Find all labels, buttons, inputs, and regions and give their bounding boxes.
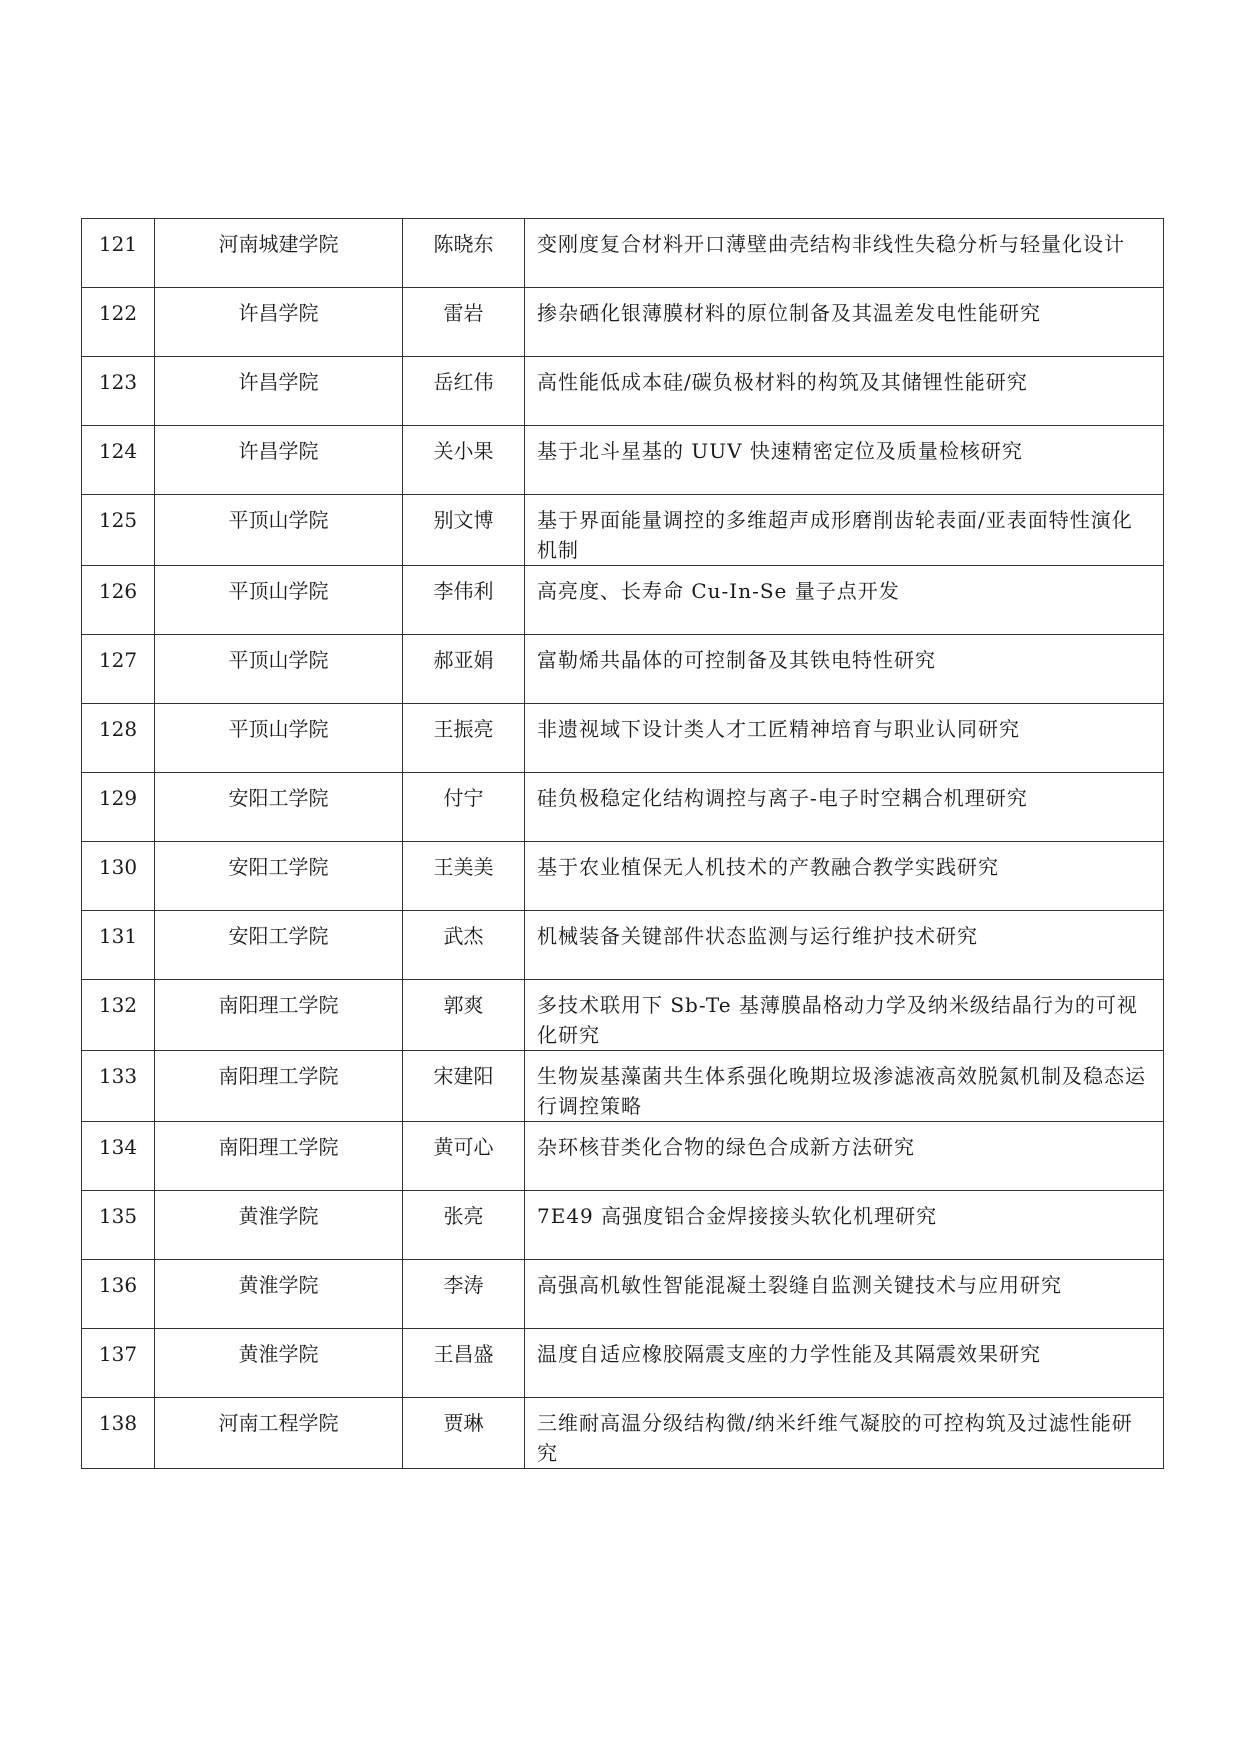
table-row (82, 566, 1164, 635)
project-title-cell: 硅负极稳定化结构调控与离子-电子时空耦合机理研究 (525, 773, 1164, 842)
project-title-cell: 非遗视域下设计类人才工匠精神培育与职业认同研究 (525, 704, 1164, 773)
table-row (82, 1398, 1164, 1469)
person-name-cell: 陈晓东 (403, 219, 525, 288)
table-row (82, 842, 1164, 911)
row-number-cell: 127 (82, 635, 155, 704)
person-name-cell: 武杰 (403, 911, 525, 980)
row-number-cell: 130 (82, 842, 155, 911)
person-name-cell: 付宁 (403, 773, 525, 842)
row-number-cell: 121 (82, 219, 155, 288)
row-number-cell: 122 (82, 288, 155, 357)
project-title-cell: 高强高机敏性智能混凝土裂缝自监测关键技术与应用研究 (525, 1260, 1164, 1329)
person-name-cell: 王昌盛 (403, 1329, 525, 1398)
institution-cell: 平顶山学院 (155, 704, 403, 773)
row-number-cell: 125 (82, 495, 155, 566)
table-row (82, 635, 1164, 704)
institution-cell: 黄淮学院 (155, 1191, 403, 1260)
institution-cell: 河南城建学院 (155, 219, 403, 288)
institution-cell: 河南工程学院 (155, 1398, 403, 1469)
project-title-cell: 三维耐高温分级结构微/纳米纤维气凝胶的可控构筑及过滤性能研究 (525, 1398, 1164, 1469)
row-number-cell: 126 (82, 566, 155, 635)
row-number-cell: 129 (82, 773, 155, 842)
row-number-cell: 138 (82, 1398, 155, 1469)
person-name-cell: 黄可心 (403, 1122, 525, 1191)
person-name-cell: 郝亚娟 (403, 635, 525, 704)
table-body (82, 219, 1164, 1469)
person-name-cell: 岳红伟 (403, 357, 525, 426)
institution-cell: 许昌学院 (155, 288, 403, 357)
project-title-cell: 掺杂硒化银薄膜材料的原位制备及其温差发电性能研究 (525, 288, 1164, 357)
project-title-cell: 多技术联用下 Sb-Te 基薄膜晶格动力学及纳米级结晶行为的可视化研究 (525, 980, 1164, 1051)
table-row (82, 980, 1164, 1051)
table-row (82, 911, 1164, 980)
table-row (82, 357, 1164, 426)
project-title-cell: 基于界面能量调控的多维超声成形磨削齿轮表面/亚表面特性演化机制 (525, 495, 1164, 566)
table-row (82, 1329, 1164, 1398)
table-row (82, 1122, 1164, 1191)
person-name-cell: 贾琳 (403, 1398, 525, 1469)
project-title-cell: 生物炭基藻菌共生体系强化晚期垃圾渗滤液高效脱氮机制及稳态运行调控策略 (525, 1051, 1164, 1122)
project-title-cell: 变刚度复合材料开口薄壁曲壳结构非线性失稳分析与轻量化设计 (525, 219, 1164, 288)
row-number-cell: 132 (82, 980, 155, 1051)
project-title-cell: 富勒烯共晶体的可控制备及其铁电特性研究 (525, 635, 1164, 704)
project-title-cell: 高亮度、长寿命 Cu-In-Se 量子点开发 (525, 566, 1164, 635)
institution-cell: 南阳理工学院 (155, 980, 403, 1051)
project-title-cell: 基于农业植保无人机技术的产教融合教学实践研究 (525, 842, 1164, 911)
row-number-cell: 135 (82, 1191, 155, 1260)
table-row (82, 704, 1164, 773)
project-title-cell: 7E49 高强度铝合金焊接接头软化机理研究 (525, 1191, 1164, 1260)
person-name-cell: 李伟利 (403, 566, 525, 635)
table-row (82, 773, 1164, 842)
institution-cell: 安阳工学院 (155, 842, 403, 911)
institution-cell: 平顶山学院 (155, 635, 403, 704)
table-row (82, 426, 1164, 495)
project-list-table (81, 218, 1164, 1469)
institution-cell: 南阳理工学院 (155, 1122, 403, 1191)
person-name-cell: 王美美 (403, 842, 525, 911)
project-title-cell: 温度自适应橡胶隔震支座的力学性能及其隔震效果研究 (525, 1329, 1164, 1398)
row-number-cell: 136 (82, 1260, 155, 1329)
institution-cell: 安阳工学院 (155, 911, 403, 980)
row-number-cell: 137 (82, 1329, 155, 1398)
institution-cell: 平顶山学院 (155, 495, 403, 566)
project-title-cell: 基于北斗星基的 UUV 快速精密定位及质量检核研究 (525, 426, 1164, 495)
row-number-cell: 123 (82, 357, 155, 426)
table-row (82, 495, 1164, 566)
table-row (82, 1191, 1164, 1260)
table-row (82, 288, 1164, 357)
institution-cell: 许昌学院 (155, 426, 403, 495)
person-name-cell: 李涛 (403, 1260, 525, 1329)
row-number-cell: 128 (82, 704, 155, 773)
project-title-cell: 杂环核苷类化合物的绿色合成新方法研究 (525, 1122, 1164, 1191)
institution-cell: 许昌学院 (155, 357, 403, 426)
institution-cell: 安阳工学院 (155, 773, 403, 842)
row-number-cell: 124 (82, 426, 155, 495)
table-row (82, 1260, 1164, 1329)
row-number-cell: 133 (82, 1051, 155, 1122)
project-title-cell: 高性能低成本硅/碳负极材料的构筑及其储锂性能研究 (525, 357, 1164, 426)
person-name-cell: 张亮 (403, 1191, 525, 1260)
person-name-cell: 别文博 (403, 495, 525, 566)
project-title-cell: 机械装备关键部件状态监测与运行维护技术研究 (525, 911, 1164, 980)
person-name-cell: 王振亮 (403, 704, 525, 773)
person-name-cell: 关小果 (403, 426, 525, 495)
person-name-cell: 雷岩 (403, 288, 525, 357)
person-name-cell: 郭爽 (403, 980, 525, 1051)
institution-cell: 平顶山学院 (155, 566, 403, 635)
table-row (82, 219, 1164, 288)
row-number-cell: 131 (82, 911, 155, 980)
table-row (82, 1051, 1164, 1122)
row-number-cell: 134 (82, 1122, 155, 1191)
institution-cell: 黄淮学院 (155, 1260, 403, 1329)
institution-cell: 南阳理工学院 (155, 1051, 403, 1122)
institution-cell: 黄淮学院 (155, 1329, 403, 1398)
person-name-cell: 宋建阳 (403, 1051, 525, 1122)
